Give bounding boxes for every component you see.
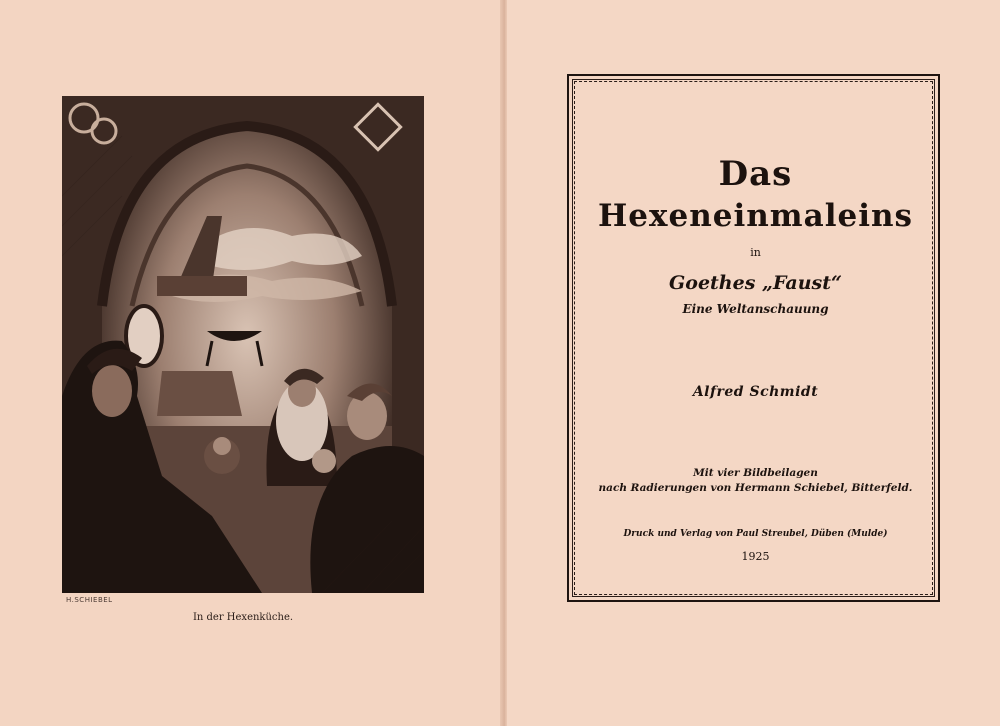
illustration-note-line1: Mit vier Bildbeilagen [693,467,818,479]
witch-kitchen-etching [62,96,424,593]
author-name: Alfred Schmidt [692,384,819,400]
title-line1: Das [718,154,793,194]
illustration-note-line2: nach Radierungen von Hermann Schiebel, Bitterfeld. [598,482,913,494]
publication-year: 1925 [741,550,770,563]
plate-caption: In der Hexenküche. [192,612,294,623]
etching-plate [62,96,424,593]
title-line2: Hexeneinmaleins [598,198,913,234]
publisher-line: Druck und Verlag von Paul Streubel, Düben (Mulde) [623,529,888,539]
title-frame [567,74,940,602]
table [157,371,242,416]
plate-signature: H.SCHIEBEL [66,596,113,604]
tagline: Eine Weltanschauung [682,302,829,316]
title-connector: in [750,246,761,259]
subtitle: Goethes „Faust“ [669,272,842,294]
